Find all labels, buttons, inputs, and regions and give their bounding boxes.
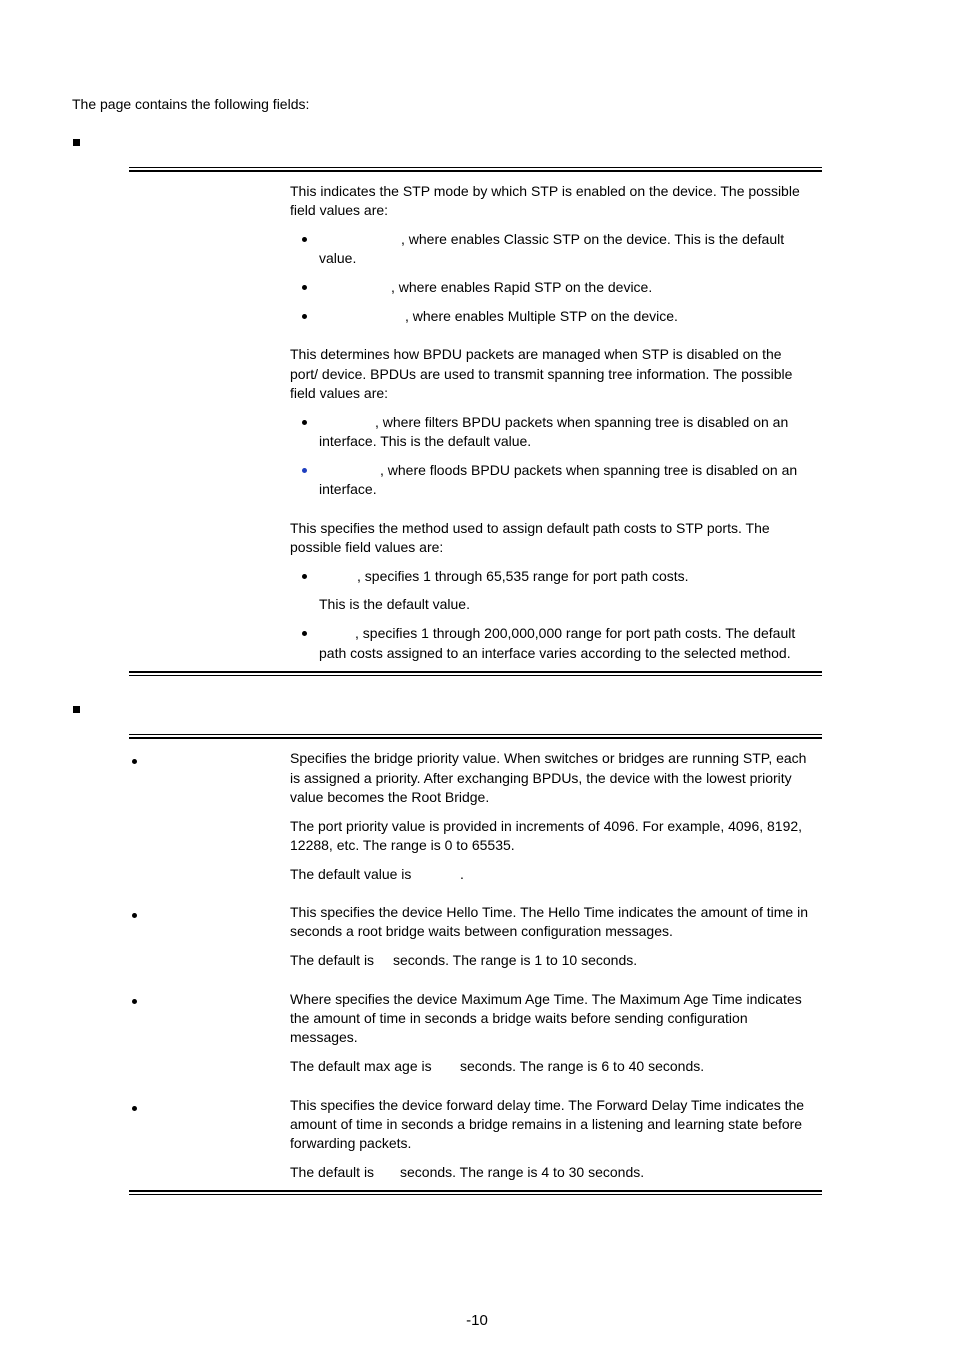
table-top-rule-thick — [129, 170, 822, 172]
page-number: -10 — [466, 1312, 488, 1329]
table-top-rule — [129, 734, 822, 735]
section-bullet-square — [73, 139, 80, 146]
table-bottom-rule — [129, 1194, 822, 1195]
section-bullet-square — [73, 706, 80, 713]
table-top-rule — [129, 167, 822, 168]
table-top-rule-thick — [129, 737, 822, 739]
table-bottom-rule — [129, 675, 822, 676]
intro-text: The page contains the following fields: — [72, 96, 310, 112]
table-bottom-rule-thick — [129, 671, 822, 673]
table-bottom-rule-thick — [129, 1190, 822, 1192]
